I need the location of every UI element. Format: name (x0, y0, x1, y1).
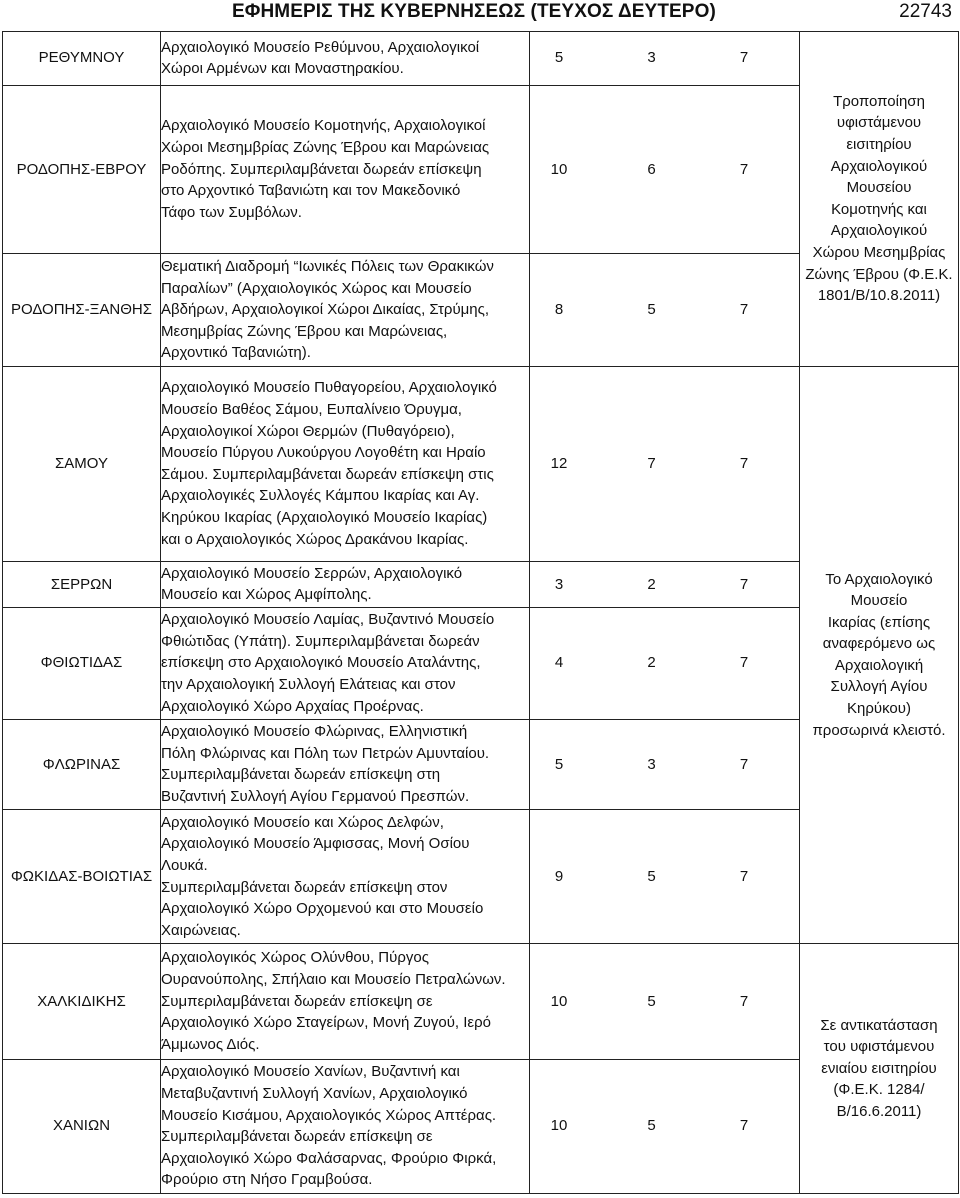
sites-line: Αρχαιολογικό Χώρο Ορχομενού και στο Μουσείο (161, 900, 484, 918)
price-p2: 7 (647, 455, 656, 473)
sites-line: Φρούριο στη Νήσο Γραμβούσα. (161, 1171, 373, 1189)
table-row (3, 32, 959, 86)
sites-cell (161, 809, 530, 943)
sites-line: Αρχαιολογικοί Χώροι Θερμών (Πυθαγόρειο), (161, 422, 455, 440)
price-p2: 5 (647, 992, 656, 1010)
prices-cell (530, 32, 800, 86)
price-p3: 7 (739, 654, 749, 672)
sites-line: Μεταβυζαντινή Συλλογή Χανίων, Αρχαιολογικό (161, 1085, 468, 1103)
prices-row (530, 47, 799, 69)
sites-line: Χαιρώνειας. (161, 921, 241, 939)
note-line: ενιαίου εισιτηρίου (821, 1059, 937, 1077)
price-p1: 4 (554, 654, 564, 672)
sites-cell (161, 366, 530, 562)
sites-line: Μουσείο Κισάμου, Αρχαιολογικός Χώρος Απτέρας. (161, 1106, 497, 1124)
sites-line: Αρχαιολογικό Χώρο Σταγείρων, Μονή Ζυγού, Ιερό (161, 1014, 491, 1032)
note-line: Αρχαιολογικού (830, 157, 928, 175)
sites-line: Αρχαιολογικός Χώρος Ολύνθου, Πύργος (161, 949, 429, 967)
price-p2: 6 (647, 160, 656, 178)
sites-cell (161, 719, 530, 809)
sites-line: Αρχαιολογικό Μουσείο Φλώρινας, Ελληνιστική (161, 723, 468, 741)
note-line: Β/16.6.2011) (836, 1103, 922, 1120)
sites-cell (161, 85, 530, 254)
region-cell: ΦΩΚΙΔΑΣ-ΒΟΙΩΤΙΑΣ (3, 809, 161, 943)
prices-cell (530, 1059, 800, 1193)
price-p3: 7 (739, 301, 749, 319)
sites-line: Αρχαιολογικές Συλλογές Κάμπου Ικαρίας και Αγ. (161, 487, 480, 505)
note-line: Μουσείο (850, 592, 908, 610)
sites-cell (161, 1059, 530, 1193)
region-cell: ΣΕΡΡΩΝ (3, 562, 161, 607)
page-number: 22743 (899, 1, 952, 22)
price-p1: 9 (554, 867, 564, 885)
price-p2: 2 (647, 575, 656, 593)
region-cell: ΡΕΘΥΜΝΟΥ (3, 32, 161, 86)
price-p3: 7 (739, 160, 749, 178)
price-p3: 7 (739, 49, 749, 67)
price-p1: 12 (550, 455, 568, 473)
prices-cell (530, 719, 800, 809)
sites-line: Φθιώτιδας (Υπάτη). Συμπεριλαμβάνεται δωρεάν (161, 632, 480, 650)
sites-line: την Αρχαιολογική Συλλογή Ελάτειας και στον (161, 676, 456, 694)
note-line: προσωρινά κλειστό. (812, 721, 946, 739)
note-line: Μουσείου (846, 179, 912, 197)
prices-cell (530, 254, 800, 366)
sites-line: Τάφο των Συμβόλων. (161, 203, 302, 221)
prices-row (530, 453, 799, 475)
note-line: Αρχαιολογικού (830, 222, 928, 240)
price-p2: 5 (647, 301, 656, 319)
sites-line: Αρχαιολογικό Χώρο Αρχαίας Προέρνας. (161, 697, 424, 715)
price-p2: 2 (647, 654, 656, 672)
prices-row (530, 991, 799, 1013)
region-cell: ΦΘΙΩΤΙΔΑΣ (3, 607, 161, 719)
sites-line: Αρχαιολογικό Μουσείο Σερρών, Αρχαιολογικό (161, 564, 463, 582)
sites-line: και ο Αρχαιολογικός Χώρος Δρακάνου Ικαρίας. (161, 530, 469, 548)
sites-cell (161, 607, 530, 719)
sites-line: επίσκεψη στο Αρχαιολογικό Μουσείο Αταλάντης, (161, 654, 481, 672)
prices-cell (530, 607, 800, 719)
price-p2: 3 (647, 49, 656, 67)
price-p3: 7 (739, 575, 749, 593)
sites-line: Αρχαιολογικό Μουσείο Άμφισσας, Μονή Οσίου (161, 835, 470, 853)
note-cell-ikaria (800, 366, 959, 944)
prices-row (530, 652, 799, 674)
region-cell: ΡΟΔΟΠΗΣ-ΞΑΝΘΗΣ (3, 254, 161, 366)
price-p1: 5 (554, 49, 564, 67)
note-line: Κομοτηνής και (831, 200, 927, 218)
price-p3: 7 (739, 455, 749, 473)
note-line: υφιστάμενου (836, 114, 922, 132)
sites-line: Βυζαντινή Συλλογή Αγίου Γερμανού Πρεσπών. (161, 787, 470, 805)
sites-line: Σάμου. Συμπεριλαμβάνεται δωρεάν επίσκεψη στις (161, 465, 494, 483)
price-p2: 3 (647, 755, 656, 773)
prices-cell (530, 944, 800, 1059)
note-line: του υφιστάμενου (823, 1038, 935, 1056)
prices-cell (530, 366, 800, 562)
price-p1: 5 (554, 755, 564, 773)
price-p3: 7 (739, 1117, 749, 1135)
note-cell-chania (800, 944, 959, 1194)
price-p1: 10 (550, 992, 568, 1010)
prices-cell (530, 809, 800, 943)
sites-line: Θεματική Διαδρομή “Ιωνικές Πόλεις των Θρακικών (161, 257, 494, 275)
sites-line: Συμπεριλαμβάνεται δωρεάν επίσκεψη στον (161, 878, 448, 896)
note-line: Αρχαιολογική (834, 656, 924, 674)
sites-line: Άμμωνος Διός. (161, 1035, 260, 1053)
sites-line: Αρχαιολογικό Μουσείο Πυθαγορείου, Αρχαιολογικό (161, 379, 497, 397)
region-cell: ΡΟΔΟΠΗΣ-ΕΒΡΟΥ (3, 85, 161, 254)
note-line: (Φ.Ε.Κ. 1284/ (833, 1081, 925, 1099)
sites-line: Κηρύκου Ικαρίας (Αρχαιολογικό Μουσείο Ικαρίας) (161, 509, 488, 527)
sites-line: Μεσημβρίας Ζώνης Έβρου και Μαρώνειας, (161, 322, 448, 340)
prices-cell (530, 562, 800, 607)
sites-cell (161, 944, 530, 1059)
sites-line: Αρχαιολογικό Χώρο Φαλάσαρνας, Φρούριο Φιρκά, (161, 1149, 497, 1167)
gazette-title: ΕΦΗΜΕΡΙΣ ΤΗΣ ΚΥΒΕΡΝΗΣΕΩΣ (ΤΕΥΧΟΣ ΔΕΥΤΕΡΟ) (232, 1, 716, 22)
table-row (3, 944, 959, 1059)
ticket-table (2, 31, 959, 1194)
prices-row (530, 159, 799, 181)
sites-line: Ροδόπης. Συμπεριλαμβάνεται δωρεάν επίσκεψη (161, 160, 482, 178)
prices-row (530, 866, 799, 888)
price-p3: 7 (739, 992, 749, 1010)
sites-line: Ουρανούπολης, Σπήλαιο και Μουσείο Πετραλώνων. (161, 970, 506, 988)
sites-line: στο Αρχοντικό Ταβανιώτη και τον Μακεδονικό (161, 182, 461, 200)
sites-line: Πόλη Φλώρινας και Πόλη των Πετρών Αμυνταίου. (161, 744, 490, 762)
sites-line: Αρχοντικό Ταβανιώτη). (161, 344, 311, 362)
sites-cell (161, 254, 530, 366)
note-line: εισιτηρίου (846, 136, 912, 153)
sites-line: Μουσείο Βαθέος Σάμου, Ευπαλίνειο Όρυγμα, (161, 401, 462, 419)
sites-cell (161, 32, 530, 86)
price-p1: 8 (554, 301, 564, 319)
note-line: Κηρύκου) (847, 700, 911, 718)
note-line: Σε αντικατάσταση (820, 1016, 938, 1034)
note-line: Ζώνης Έβρου (Φ.Ε.Κ. (805, 265, 953, 283)
sites-line: Χώροι Μεσημβρίας Ζώνης Έβρου και Μαρώνειας (161, 139, 490, 157)
price-p2: 5 (647, 1117, 656, 1135)
sites-line: Αρχαιολογικό Μουσείο Ρεθύμνου, Αρχαιολογικοί (161, 38, 480, 56)
price-p1: 10 (550, 1117, 568, 1135)
price-p3: 7 (739, 867, 749, 885)
table-row (3, 366, 959, 562)
region-cell: ΧΑΝΙΩΝ (3, 1059, 161, 1193)
note-cell-komotini (800, 32, 959, 367)
note-line: Συλλογή Αγίου (830, 678, 928, 696)
note-line: Χώρου Μεσημβρίας (812, 243, 946, 261)
prices-row (530, 574, 799, 596)
note-line: Το Αρχαιολογικό (825, 570, 933, 588)
sites-line: Αρχαιολογικό Μουσείο Λαμίας, Βυζαντινό Μουσείο (161, 611, 495, 629)
note-line: αναφερόμενο ως (822, 635, 936, 653)
note-line: Τροποποίηση (833, 92, 925, 110)
sites-line: Χώροι Αρμένων και Μοναστηρακίου. (161, 60, 404, 78)
region-cell: ΣΑΜΟΥ (3, 366, 161, 562)
region-cell: ΧΑΛΚΙΔΙΚΗΣ (3, 944, 161, 1059)
sites-line: Αρχαιολογικό Μουσείο και Χώρος Δελφών, (161, 813, 444, 831)
sites-line: Αρχαιολογικό Μουσείο Κομοτηνής, Αρχαιολογικοί (161, 117, 486, 135)
sites-line: Συμπεριλαμβάνεται δωρεάν επίσκεψη στη (161, 766, 441, 784)
region-cell: ΦΛΩΡΙΝΑΣ (3, 719, 161, 809)
price-p1: 10 (550, 160, 568, 178)
note-line: 1801/Β/10.8.2011) (817, 287, 941, 305)
note-line: Ικαρίας (επίσης (827, 613, 931, 631)
sites-line: Αρχαιολογικό Μουσείο Χανίων, Βυζαντινή και (161, 1063, 460, 1081)
sites-line: Αβδήρων, Αρχαιολογικοί Χώροι Δικαίας, Στρύμης, (161, 301, 490, 319)
price-p1: 3 (554, 575, 564, 593)
sites-line: Μουσείο Πύργου Λυκούργου Λογοθέτη και Ηραίο (161, 444, 486, 462)
sites-line: Συμπεριλαμβάνεται δωρεάν επίσκεψη σε (161, 992, 433, 1010)
sites-cell (161, 562, 530, 607)
prices-row (530, 1115, 799, 1137)
sites-line: Παραλίων” (Αρχαιολογικός Χώρος και Μουσείο (161, 279, 472, 297)
prices-row (530, 754, 799, 776)
sites-line: Λουκά. (161, 856, 208, 874)
price-p3: 7 (739, 755, 749, 773)
price-p2: 5 (647, 867, 656, 885)
sites-line: Μουσείο και Χώρος Αμφίπολης. (161, 586, 372, 604)
sites-line: Συμπεριλαμβάνεται δωρεάν επίσκεψη σε (161, 1128, 433, 1146)
page-header (0, 0, 960, 28)
prices-row (530, 299, 799, 321)
prices-cell (530, 85, 800, 254)
